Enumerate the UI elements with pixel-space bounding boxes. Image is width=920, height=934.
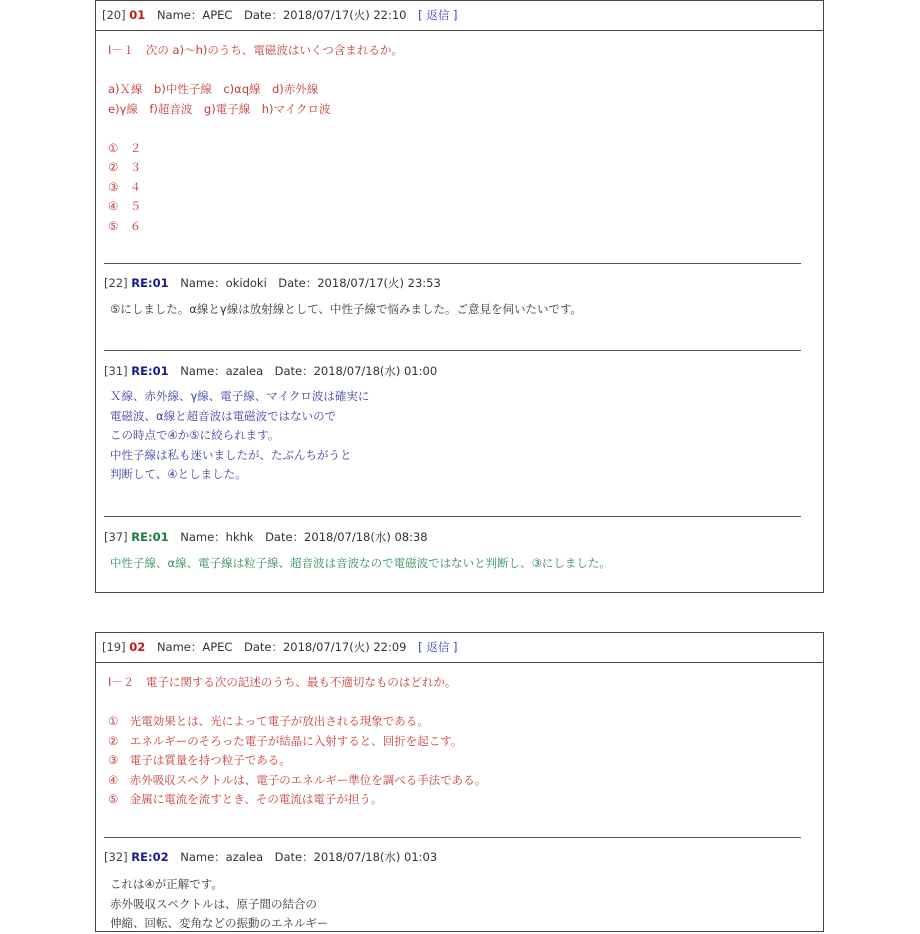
post-meta: Name：APEC Date：2018/07/17(火) 22:09 — [156, 640, 407, 654]
question-line: ④ ５ — [108, 199, 142, 213]
post-meta: Name：hkhk Date：2018/07/18(水) 08:38 — [180, 530, 428, 544]
post-meta: Name：azalea Date：2018/07/18(水) 01:03 — [180, 850, 438, 864]
thread-title[interactable]: 02 — [129, 640, 146, 654]
thread-header — [96, 633, 823, 663]
question-line: e)γ線 f)超音波 g)電子線 h)マイクロ波 — [108, 101, 331, 116]
question-line: ③ ４ — [108, 179, 142, 194]
question-line: ⑤ ６ — [108, 218, 142, 233]
question-line: Ⅰ－１ 次の a)～h)のうち、電磁波はいくつ含まれるか。 — [108, 43, 403, 57]
reply-header — [104, 274, 441, 292]
reply-body — [110, 554, 611, 574]
reply-body — [110, 300, 582, 320]
divider — [104, 350, 801, 351]
reply-line: 中性子線は私も迷いましたが、たぶんちがうと — [110, 447, 352, 462]
divider — [104, 263, 801, 264]
reply-link[interactable]: [ 返信 ] — [418, 640, 458, 654]
post-number: [22] — [104, 276, 128, 290]
reply-line: 判断して、④としました。 — [110, 467, 247, 481]
question-line: Ⅰ－２ 電子に関する次の記述のうち、最も不適切なものはどれか。 — [108, 675, 457, 689]
reply-line: これは④が正解です。 — [110, 877, 223, 891]
question-line: ⑤ 金属に電流を流すとき、その電流は電子が担う。 — [108, 792, 383, 806]
post-meta: Name：okidoki Date：2018/07/17(火) 23:53 — [180, 276, 441, 290]
question-line — [108, 693, 486, 713]
reply-line: 中性子線、α線、電子線は粒子線、超音波は音波なので電磁波ではないと判断し、③にしました。 — [110, 556, 611, 570]
reply-line: 伸縮、回転、変角などの振動のエネルギー — [110, 916, 329, 930]
reply-line: この時点で④か⑤に絞られます。 — [110, 428, 280, 442]
reply-line: 赤外吸収スペクトルは、原子間の結合の — [110, 896, 317, 911]
thread-01 — [95, 0, 824, 593]
question-line: ① 光電効果とは、光によって電子が放出される現象である。 — [108, 714, 429, 728]
question-line: ② エネルギーのそろった電子が結晶に入射すると、回折を起こす。 — [108, 733, 463, 748]
question-line: ③ 電子は質量を持つ粒子である。 — [108, 753, 291, 767]
reply-header — [104, 848, 437, 866]
question-line: ② ３ — [108, 160, 142, 174]
post-number: [20] — [102, 8, 126, 22]
post-meta: Name：APEC Date：2018/07/17(火) 22:10 — [156, 8, 407, 22]
thread-header — [96, 1, 823, 31]
question-line: a)Ｘ線 b)中性子線 c)αq線 d)赤外線 — [108, 82, 319, 96]
reply-header — [104, 528, 428, 546]
question-line — [108, 119, 403, 139]
post-number: [32] — [104, 850, 128, 864]
post-number: [19] — [102, 640, 126, 654]
question-line: ① ２ — [108, 140, 142, 155]
post-number: [31] — [104, 364, 128, 378]
reply-body — [110, 875, 329, 934]
question-line: ④ 赤外吸収スペクトルは、電子のエネルギー準位を調べる手法である。 — [108, 772, 487, 787]
question-body — [108, 673, 486, 810]
reply-line: ⑤にしました。α線とγ線は放射線として、中性子線で悩みました。ご意見を伺いたいです。 — [110, 302, 583, 316]
divider — [104, 837, 801, 838]
divider — [104, 516, 801, 517]
thread-02 — [95, 632, 824, 932]
thread-title[interactable]: 01 — [129, 8, 146, 22]
question-line — [108, 61, 403, 81]
reply-title[interactable]: RE:01 — [131, 276, 169, 290]
reply-title[interactable]: RE:01 — [131, 530, 169, 544]
reply-line: Ｘ線、赤外線、γ線、電子線、マイクロ波は確実に — [110, 389, 370, 403]
question-body — [108, 41, 403, 236]
reply-title[interactable]: RE:01 — [131, 364, 169, 378]
reply-header — [104, 362, 437, 380]
post-number: [37] — [104, 530, 128, 544]
reply-link[interactable]: [ 返信 ] — [418, 8, 458, 22]
reply-body — [110, 387, 369, 485]
post-meta: Name：azalea Date：2018/07/18(水) 01:00 — [180, 364, 438, 378]
reply-line: 電磁波、α線と超音波は電磁波ではないので — [110, 408, 337, 423]
reply-title[interactable]: RE:02 — [131, 850, 169, 864]
